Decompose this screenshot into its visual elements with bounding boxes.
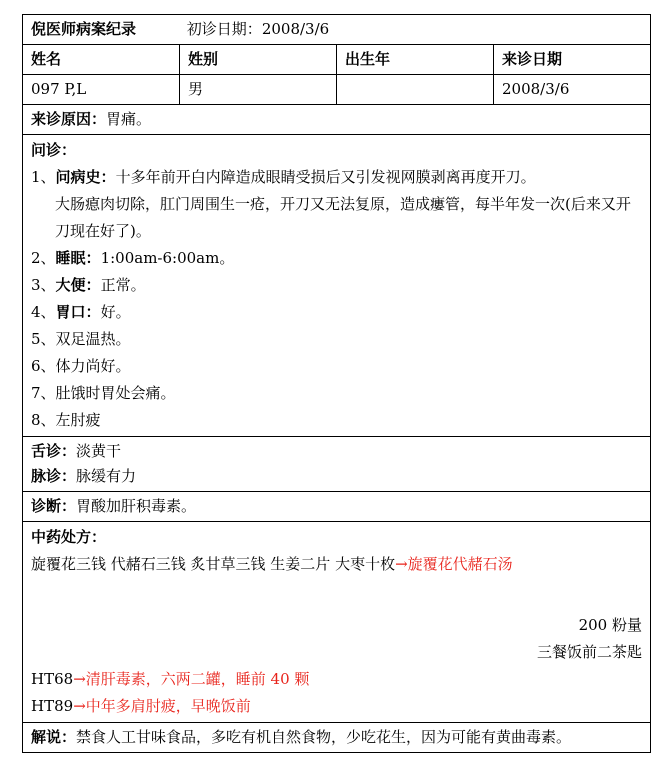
record-table xyxy=(22,14,651,753)
header-row xyxy=(23,15,651,45)
col-header-birth-year: 出生年 xyxy=(337,45,494,75)
inquiry-label: 问诊： xyxy=(31,141,77,159)
first-visit-label: 初诊日期： xyxy=(186,20,262,38)
patient-values-row xyxy=(23,75,651,105)
inquiry-item: 5、双足温热。 xyxy=(31,330,131,348)
reason-label: 来诊原因： xyxy=(31,110,107,128)
arrow-icon: → xyxy=(395,555,408,573)
inquiry-item: 6、体力尚好。 xyxy=(31,357,131,375)
explanation-row xyxy=(23,723,651,753)
tongue-diagnosis: 舌诊：淡黄干 xyxy=(31,442,122,460)
inquiry-item-continuation: 大肠瘜肉切除，肛门周围生一疮，开刀又无法复原，造成瘻管，每半年发一次(后来又开刀现在好了)。 xyxy=(55,195,631,240)
extra-prescription: HT89→中年多肩肘疲，早晚饭前 xyxy=(31,697,251,715)
diagnosis-value: 胃酸加肝积毒素。 xyxy=(76,497,197,515)
first-visit-date: 2008/3/6 xyxy=(261,20,330,38)
prescription-herbs-line xyxy=(31,551,642,578)
medical-record xyxy=(22,14,650,753)
record-title: 倪医师病案纪录 xyxy=(31,20,137,38)
explanation-value: 禁食人工甘味食品，多吃有机自然食物，少吃花生，因为可能有黄曲毒素。 xyxy=(76,728,572,746)
patient-header-row xyxy=(23,45,651,75)
patient-birth-year xyxy=(337,75,494,105)
col-header-gender: 姓别 xyxy=(180,45,337,75)
diagnosis-row xyxy=(23,492,651,522)
prescription-row xyxy=(23,522,651,723)
inquiry-item: 4、胃口：好。 xyxy=(31,303,131,321)
col-header-name: 姓名 xyxy=(23,45,180,75)
inquiry-item: 7、肚饿时胃处会痛。 xyxy=(31,384,176,402)
col-header-visit-date: 来诊日期 xyxy=(494,45,651,75)
inquiry-row xyxy=(23,135,651,437)
herb-list: 旋覆花三钱 代赭石三钱 炙甘草三钱 生姜二片 大枣十枚 xyxy=(31,555,396,573)
reason-row xyxy=(23,105,651,135)
pulse-diagnosis: 脉诊：脉缓有力 xyxy=(31,467,137,485)
patient-name: 097 P,L xyxy=(23,75,180,105)
inquiry-item: 1、问病史：十多年前开白内障造成眼睛受损后又引发视网膜剥离再度开刀。 xyxy=(31,168,536,186)
inquiry-item: 3、大便：正常。 xyxy=(31,276,146,294)
diagnosis-label: 诊断： xyxy=(31,497,77,515)
tongue-pulse-row xyxy=(23,437,651,492)
reason-value: 胃痛。 xyxy=(106,110,152,128)
extra-prescription: HT68→清肝毒素，六两二罐，睡前 40 颗 xyxy=(31,670,310,688)
patient-gender: 男 xyxy=(180,75,337,105)
inquiry-item: 2、睡眠：1:00am-6:00am。 xyxy=(31,249,235,267)
prescription-usage: 三餐饭前二茶匙 xyxy=(536,643,642,661)
arrow-icon: → xyxy=(73,697,86,715)
arrow-icon: → xyxy=(73,670,86,688)
prescription-amount: 200 粉量 xyxy=(578,616,642,634)
explanation-label: 解说： xyxy=(31,728,77,746)
inquiry-item: 8、左肘疲 xyxy=(31,411,101,429)
patient-visit-date: 2008/3/6 xyxy=(494,75,651,105)
formula-name: 旋覆花代赭石汤 xyxy=(407,555,513,573)
prescription-label: 中药处方： xyxy=(31,528,107,546)
